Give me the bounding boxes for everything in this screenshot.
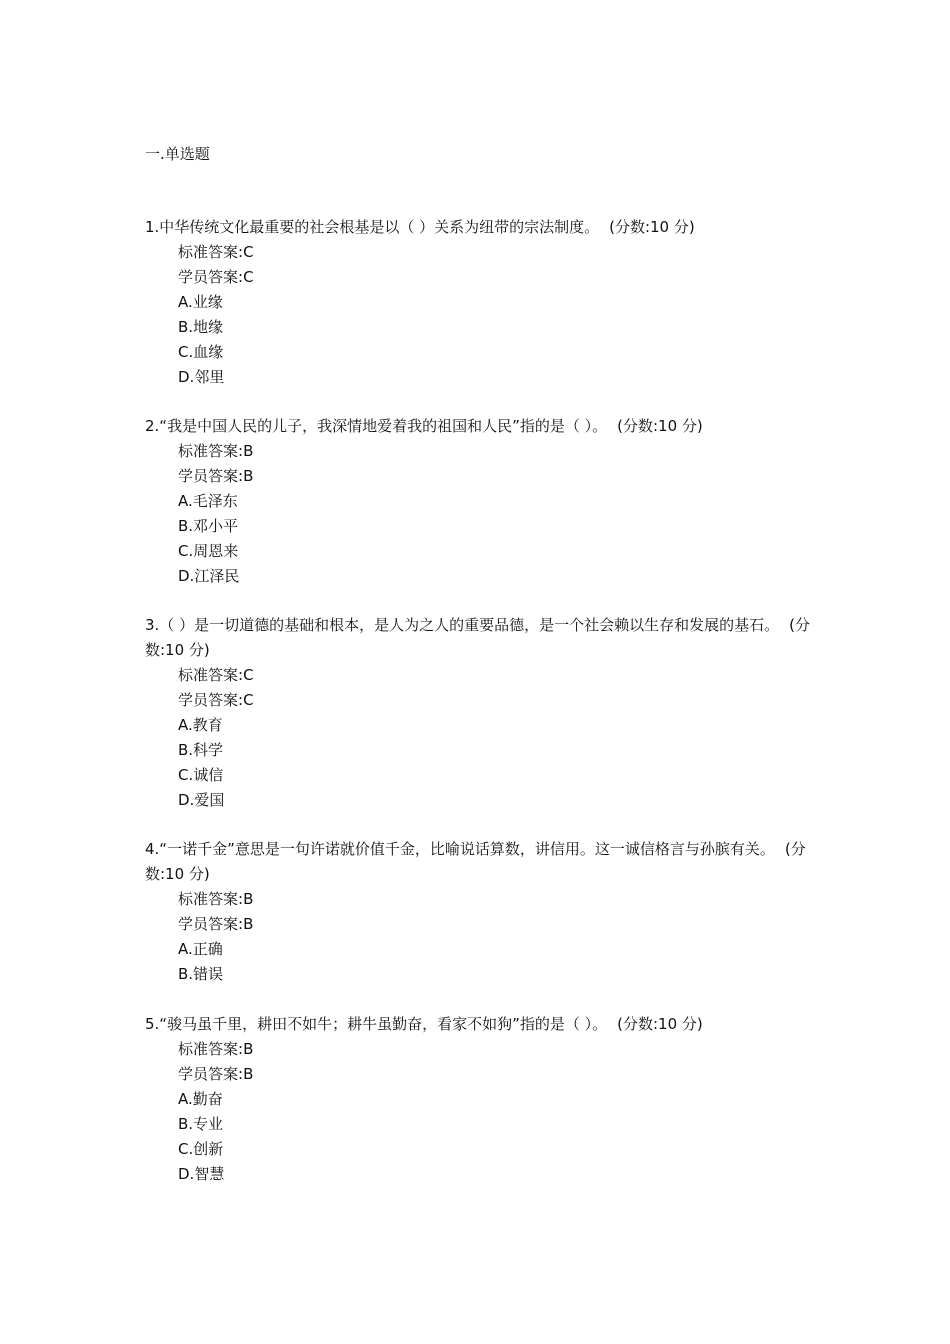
option-a: A.教育 xyxy=(178,716,223,734)
option-b: B.专业 xyxy=(178,1115,224,1133)
standard-answer-value: C xyxy=(243,666,254,684)
standard-answer-value: C xyxy=(243,243,254,261)
question-4 xyxy=(145,837,815,987)
question-text xyxy=(145,613,815,663)
question-2 xyxy=(145,414,815,589)
question-text xyxy=(145,215,815,240)
standard-answer-value: B xyxy=(243,890,254,908)
student-answer-label: 学员答案: xyxy=(178,915,244,933)
option-c: C.创新 xyxy=(178,1140,224,1158)
question-score: (分数:10 分) xyxy=(617,417,703,435)
student-answer xyxy=(178,1062,815,1087)
option-d: D.江泽民 xyxy=(178,567,240,585)
question-stem: 4.“一诺千金”意思是一句许诺就价值千金，比喻说话算数，讲信用。这一诚信格言与孙膑有关。 xyxy=(145,840,775,858)
standard-answer-label: 标准答案: xyxy=(178,442,244,460)
question-score: (分数:10 分) xyxy=(617,1015,703,1033)
question-3 xyxy=(145,613,815,813)
question-text xyxy=(145,1012,815,1037)
student-answer-value: B xyxy=(243,915,254,933)
option-b: B.邓小平 xyxy=(178,517,239,535)
standard-answer xyxy=(178,240,815,265)
option-c: C.血缘 xyxy=(178,343,224,361)
option-a: A.业缘 xyxy=(178,293,223,311)
standard-answer xyxy=(178,1037,815,1062)
question-score: (分数:10 分) xyxy=(609,218,695,236)
standard-answer-label: 标准答案: xyxy=(178,890,244,908)
option-c: C.诚信 xyxy=(178,766,224,784)
student-answer-label: 学员答案: xyxy=(178,691,244,709)
student-answer xyxy=(178,688,815,713)
question-5 xyxy=(145,1012,815,1187)
standard-answer xyxy=(178,663,815,688)
question-stem: 3.（ ）是一切道德的基础和根本，是人为之人的重要品德，是一个社会赖以生存和发展的基石。 xyxy=(145,616,780,634)
option-c: C.周恩来 xyxy=(178,542,239,560)
standard-answer xyxy=(178,439,815,464)
student-answer xyxy=(178,912,815,937)
student-answer xyxy=(178,265,815,290)
question-1 xyxy=(145,215,815,390)
option-d: D.智慧 xyxy=(178,1165,225,1183)
section-title: 一.单选题 xyxy=(145,145,210,163)
option-b: B.地缘 xyxy=(178,318,224,336)
standard-answer-label: 标准答案: xyxy=(178,243,244,261)
standard-answer-value: B xyxy=(243,1040,254,1058)
student-answer-value: C xyxy=(243,691,254,709)
question-text xyxy=(145,414,815,439)
student-answer-value: B xyxy=(243,1065,254,1083)
option-d: D.邻里 xyxy=(178,368,225,386)
option-d: D.爱国 xyxy=(178,791,225,809)
question-stem: 1.中华传统文化最重要的社会根基是以（ ）关系为纽带的宗法制度。 xyxy=(145,218,600,236)
question-stem: 5.“骏马虽千里，耕田不如牛；耕牛虽勤奋，看家不如狗”指的是（ ）。 xyxy=(145,1015,608,1033)
question-text xyxy=(145,837,815,887)
question-score: (分数:10 分) xyxy=(145,616,810,659)
student-answer-value: B xyxy=(243,467,254,485)
question-stem: 2.“我是中国人民的儿子，我深情地爱着我的祖国和人民”指的是（ ）。 xyxy=(145,417,608,435)
option-b: B.错误 xyxy=(178,965,224,983)
option-a: A.勤奋 xyxy=(178,1090,223,1108)
option-b: B.科学 xyxy=(178,741,224,759)
student-answer-label: 学员答案: xyxy=(178,1065,244,1083)
student-answer-label: 学员答案: xyxy=(178,467,244,485)
question-score: (分数:10 分) xyxy=(145,840,806,883)
option-a: A.毛泽东 xyxy=(178,492,238,510)
student-answer-label: 学员答案: xyxy=(178,268,244,286)
standard-answer-label: 标准答案: xyxy=(178,666,244,684)
option-a: A.正确 xyxy=(178,940,223,958)
standard-answer-value: B xyxy=(243,442,254,460)
student-answer-value: C xyxy=(243,268,254,286)
student-answer xyxy=(178,464,815,489)
standard-answer xyxy=(178,887,815,912)
standard-answer-label: 标准答案: xyxy=(178,1040,244,1058)
